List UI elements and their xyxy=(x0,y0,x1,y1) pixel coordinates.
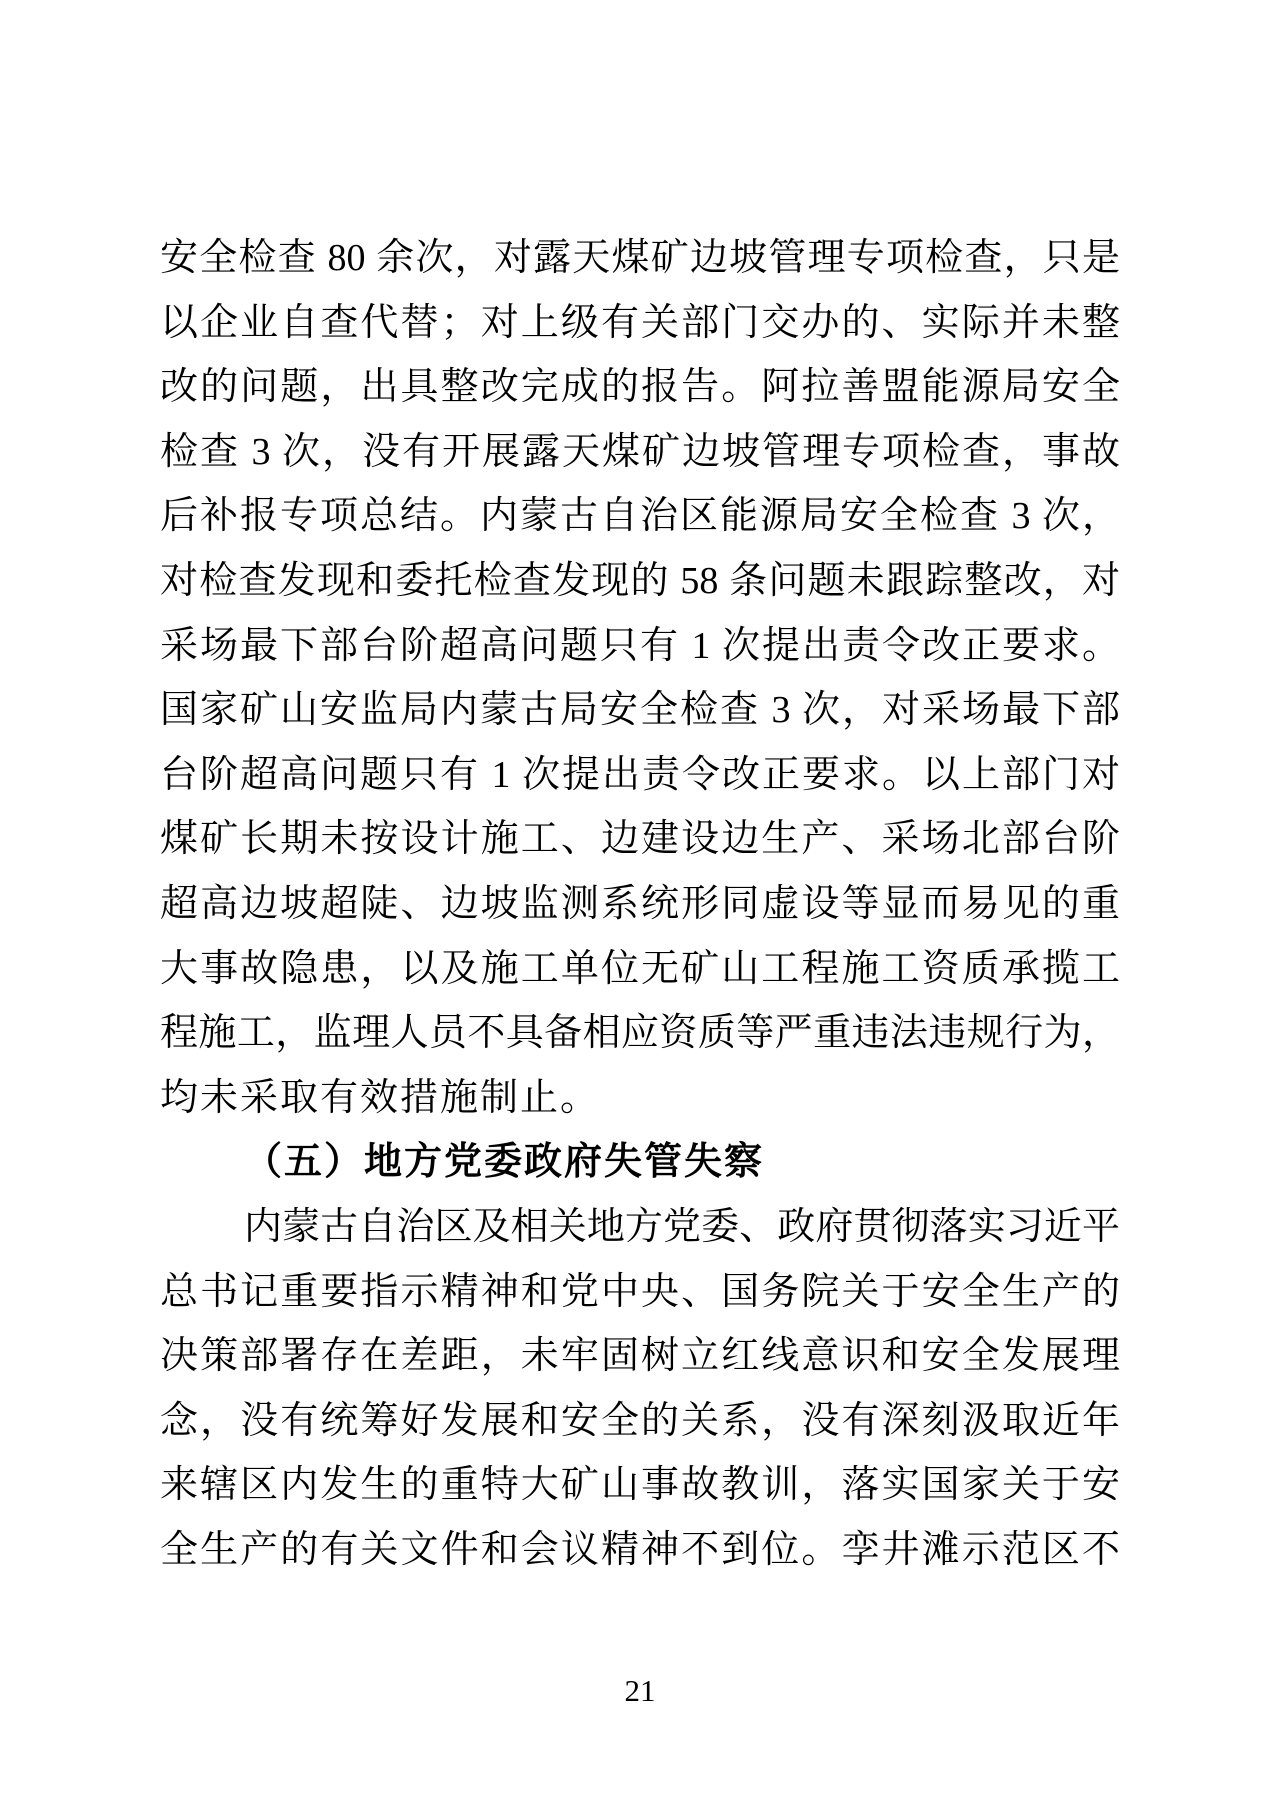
text-line: 大事故隐患，以及施工单位无矿山工程施工资质承揽工 xyxy=(160,947,1120,990)
text-line: 对检查发现和委托检查发现的 58 条问题未跟踪整改，对 xyxy=(160,559,1120,602)
text-line: 来辖区内发生的重特大矿山事故教训，落实国家关于安 xyxy=(160,1464,1120,1507)
text-line: 台阶超高问题只有 1 次提出责令改正要求。以上部门对 xyxy=(160,753,1120,796)
text-line: 均未采取有效措施制止。 xyxy=(160,1076,601,1119)
text-line: 国家矿山安监局内蒙古局安全检查 3 次，对采场最下部 xyxy=(160,689,1120,732)
text-line: 安全检查 80 余次，对露天煤矿边坡管理专项检查，只是 xyxy=(160,237,1120,279)
text-line: 后补报专项总结。内蒙古自治区能源局安全检查 3 次， xyxy=(160,495,1120,538)
document-body xyxy=(160,226,1120,1582)
heading-section-5: （五）地方党委政府失管失察 xyxy=(244,1141,765,1184)
text-line: 煤矿长期未按设计施工、边建设边生产、采场北部台阶 xyxy=(160,818,1120,861)
text-line: 全生产的有关文件和会议精神不到位。孪井滩示范区不 xyxy=(160,1528,1120,1571)
page-number: 21 xyxy=(624,1673,656,1708)
text-line: 改的问题，出具整改完成的报告。阿拉善盟能源局安全 xyxy=(160,366,1120,409)
text-line: 总书记重要指示精神和党中央、国务院关于安全生产的 xyxy=(160,1270,1120,1313)
text-line: 决策部署存在差距，未牢固树立红线意识和安全发展理 xyxy=(160,1335,1120,1378)
page-footer xyxy=(0,1674,1280,1708)
text-line: 以企业自查代替；对上级有关部门交办的、实际并未整 xyxy=(160,301,1120,344)
text-line: 检查 3 次，没有开展露天煤矿边坡管理专项检查，事故 xyxy=(160,430,1120,473)
text-line: 念，没有统筹好发展和安全的关系，没有深刻汲取近年 xyxy=(160,1399,1120,1442)
text-line: 超高边坡超陡、边坡监测系统形同虚设等显而易见的重 xyxy=(160,882,1120,925)
text-line: 程施工，监理人员不具备相应资质等严重违法违规行为， xyxy=(160,1012,1120,1055)
text-line: 采场最下部台阶超高问题只有 1 次提出责令改正要求。 xyxy=(160,624,1120,667)
text-line: 内蒙古自治区及相关地方党委、政府贯彻落实习近平 xyxy=(244,1205,1120,1248)
